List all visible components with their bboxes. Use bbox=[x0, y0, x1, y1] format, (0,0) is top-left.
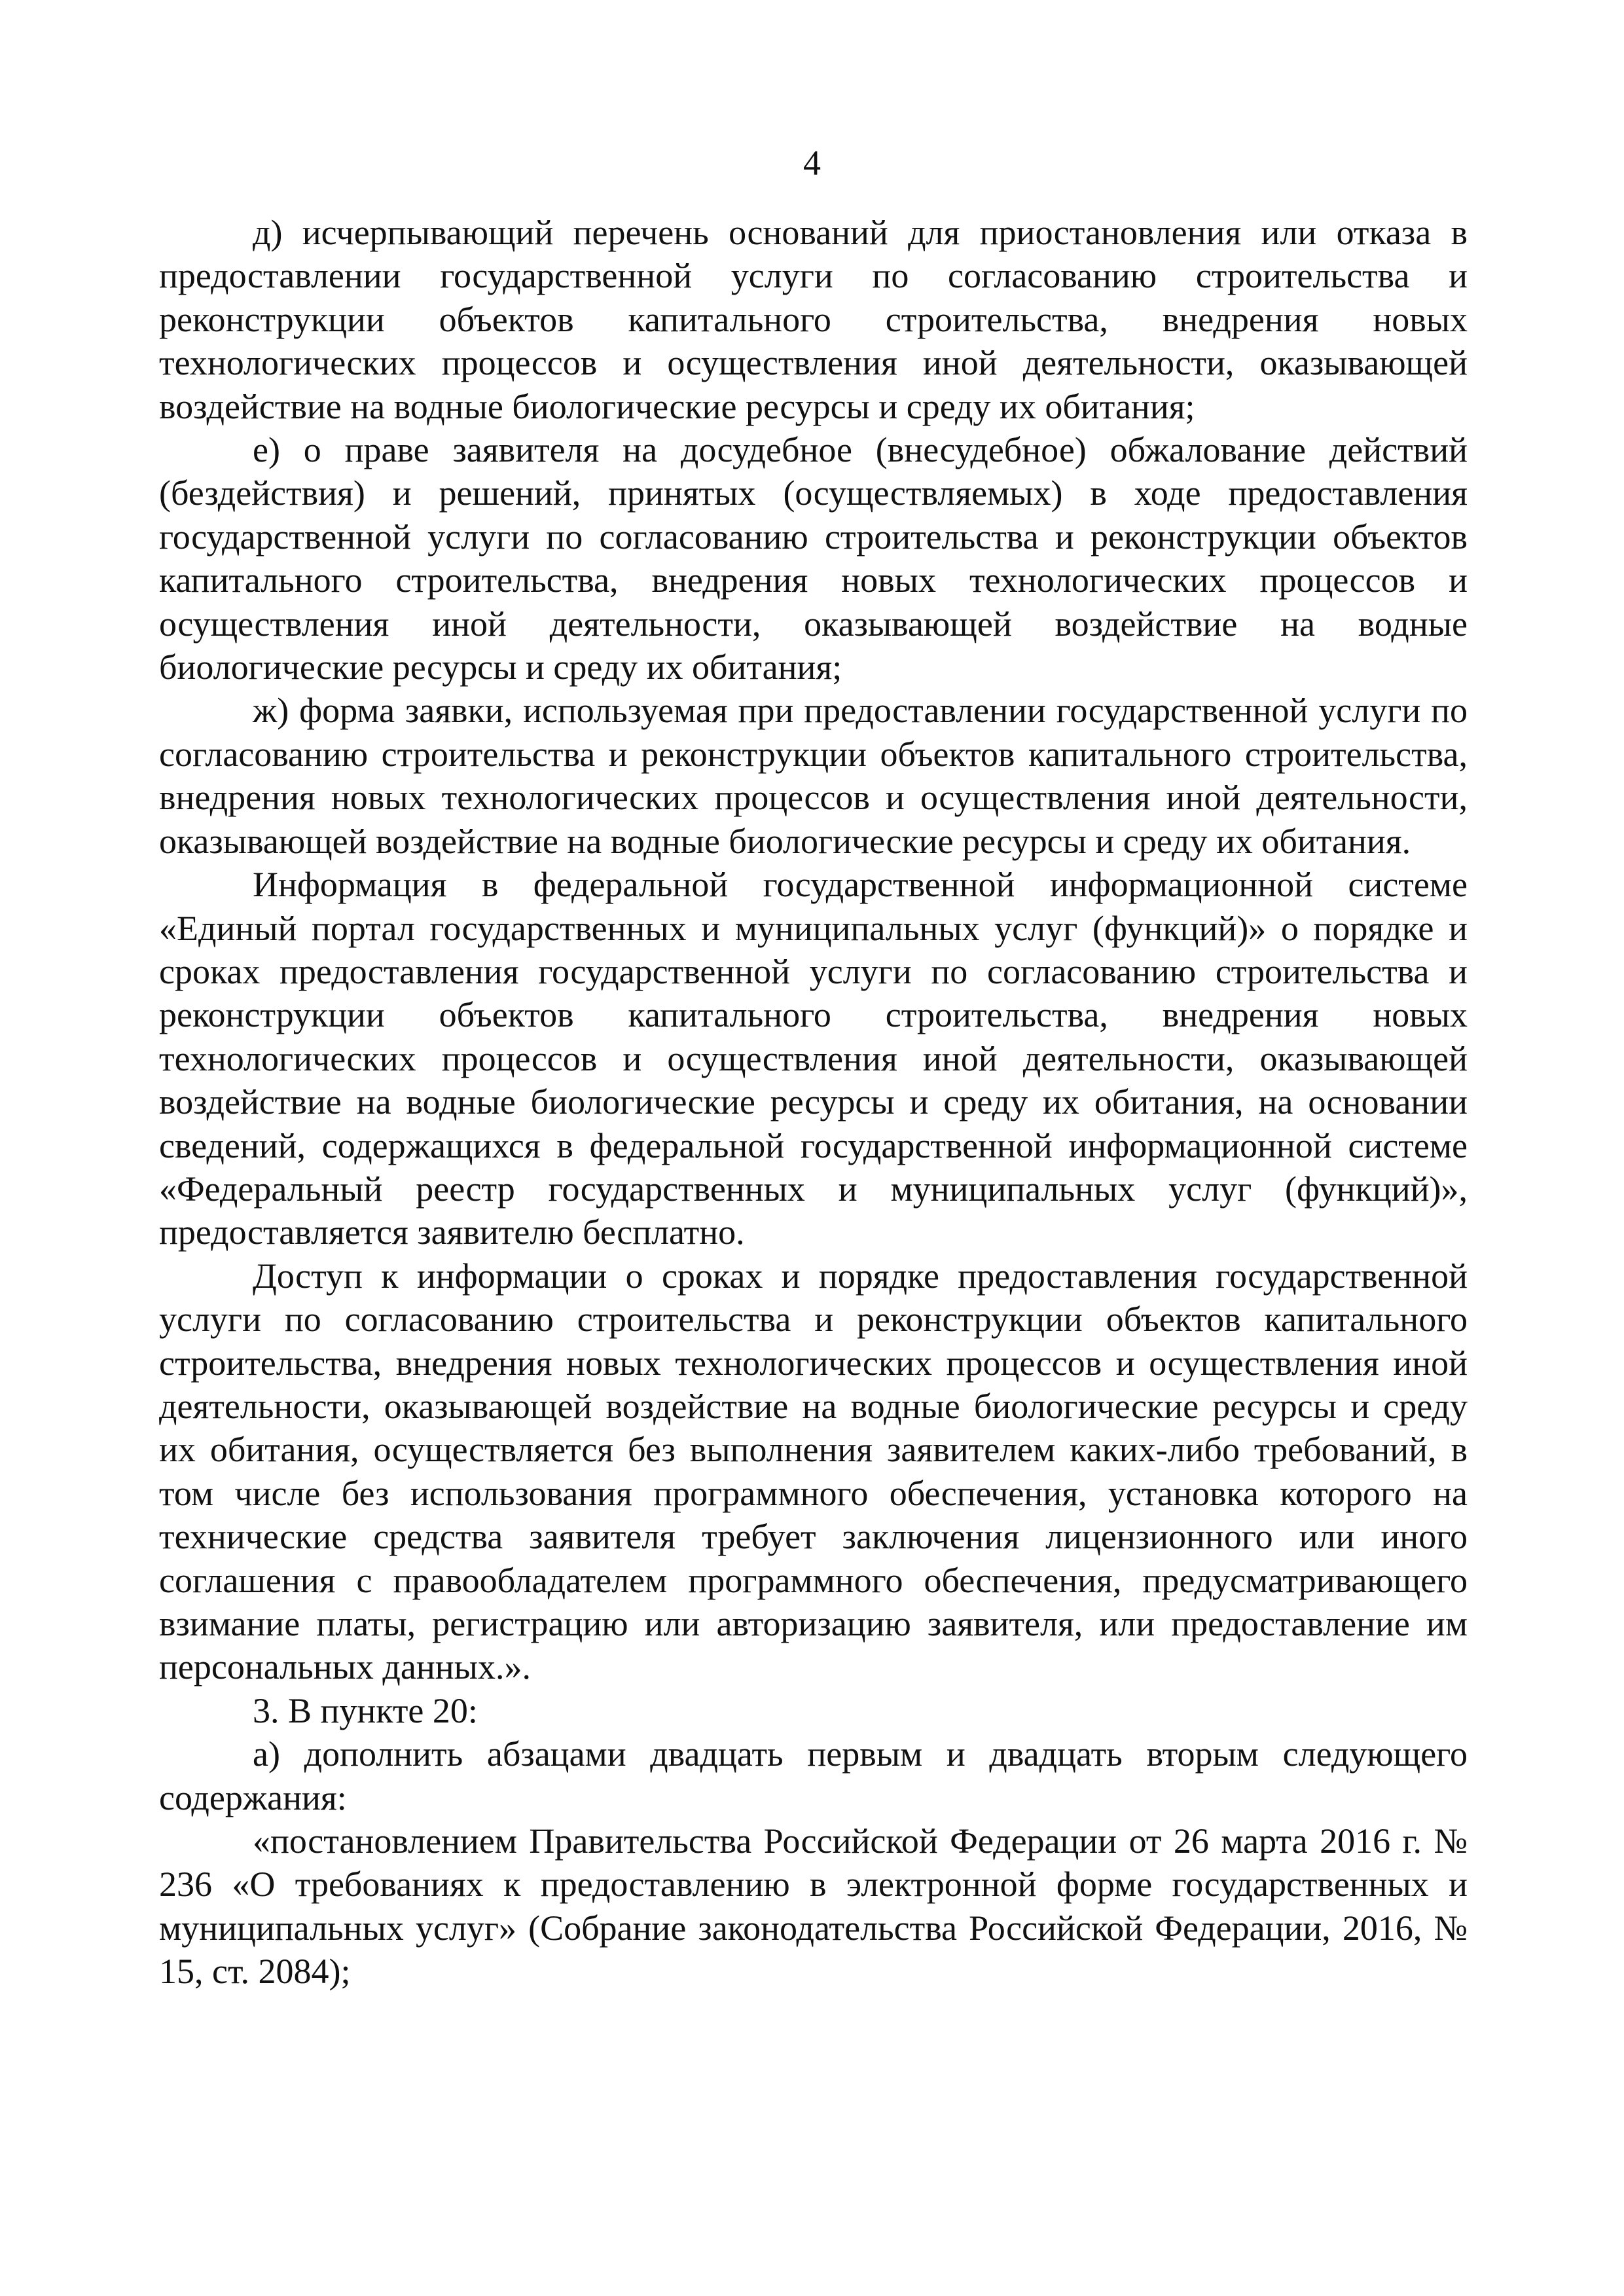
page-number: 4 bbox=[803, 143, 821, 183]
paragraph-government-resolution: «постановлением Правительства Российской Федерации от 26 марта 2016 г. № 236 «О требованиях к предоставлению в электронной форме государственных и муниципальных услуг» (Собрание законодательства Российской Федерации, 2016, № 15, ст. 2084); bbox=[159, 1821, 1468, 1992]
document-body bbox=[159, 211, 1468, 1994]
paragraph-item-zh: ж) форма заявки, используемая при предоставлении государственной услуги по согласованию строительства и реконструкции объектов капитального строительства, внедрения новых технологических процессов и осуществления иной деятельности, оказывающей воздействие на водные биологические ресурсы и среду их обитания. bbox=[159, 691, 1468, 861]
paragraph-information-access: Доступ к информации о сроках и порядке предоставления государственной услуги по согласованию строительства и реконструкции объектов капитального строительства, внедрения новых технологических процессов и осуществления иной деятельности, оказывающей воздействие на водные биологические ресурсы и среду их обитания, осуществляется без выполнения заявителем каких-либо требований, в том числе без использования программного обеспечения, установка которого на технические средства заявителя требует заключения лицензионного или иного соглашения с правообладателем программного обеспечения, предусматривающего взимание платы, регистрацию или авторизацию заявителя, или предоставление им персональных данных.». bbox=[159, 1256, 1468, 1687]
paragraph-portal-information: Информация в федеральной государственной информационной системе «Единый портал государственных и муниципальных услуг (функций)» о порядке и сроках предоставления государственной услуги по согласованию строительства и реконструкции объектов капитального строительства, внедрения новых технологических процессов и осуществления иной деятельности, оказывающей воздействие на водные биологические ресурсы и среду их обитания, на основании сведений, содержащихся в федеральной государственной информационной системе «Федеральный реестр государственных и муниципальных услуг (функций)», предоставляется заявителю бесплатно. bbox=[159, 865, 1468, 1252]
paragraph-item-e: е) о праве заявителя на досудебное (внесудебное) обжалование действий (бездействия) и решений, принятых (осуществляемых) в ходе предоставления государственной услуги по согласованию строительства и реконструкции объектов капитального строительства, внедрения новых технологических процессов и осуществления иной деятельности, оказывающей воздействие на водные биологические ресурсы и среду их обитания; bbox=[159, 430, 1468, 687]
paragraph-item-d: д) исчерпывающий перечень оснований для приостановления или отказа в предоставлении государственной услуги по согласованию строительства и реконструкции объектов капитального строительства, внедрения новых технологических процессов и осуществления иной деятельности, оказывающей воздействие на водные биологические ресурсы и среду их обитания; bbox=[159, 213, 1468, 426]
paragraph-point-20-heading: 3. В пункте 20: bbox=[253, 1690, 478, 1730]
paragraph-item-a: а) дополнить абзацами двадцать первым и двадцать вторым следующего содержания: bbox=[159, 1734, 1468, 1817]
